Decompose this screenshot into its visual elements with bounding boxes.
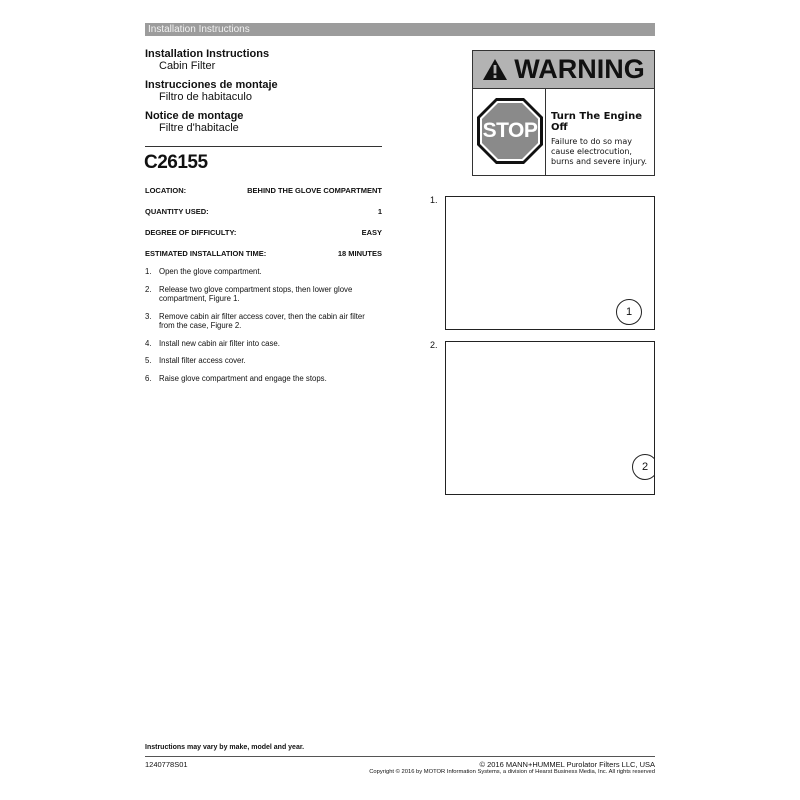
header-bar (145, 23, 655, 36)
step-item (145, 339, 375, 349)
step-item (145, 267, 375, 277)
footer-note: Instructions may vary by make, model and year. (145, 744, 305, 751)
title-main: Notice de montage (145, 110, 244, 122)
copyright-line-2: Copyright © 2016 by MOTOR Information Systems, a division of Hearst Business Media, Inc. All rights reserved (369, 769, 655, 775)
spec-value: 1 (377, 207, 382, 216)
title-sub: Cabin Filter (159, 60, 216, 72)
figure-2-illustration (446, 342, 654, 494)
spec-label: QUANTITY USED: (145, 207, 209, 216)
part-number: C26155 (144, 152, 208, 173)
stop-sign-icon (476, 97, 544, 165)
title-main: Installation Instructions (145, 48, 270, 60)
spec-label: DEGREE OF DIFFICULTY: (145, 228, 237, 237)
step-number: 6. (145, 373, 152, 383)
step-number: 1. (145, 267, 152, 276)
step-text: Install new cabin air filter into case. (159, 338, 280, 348)
step-text: Install filter access cover. (159, 356, 246, 365)
warning-triangle-icon (482, 58, 508, 81)
spec-table (145, 186, 382, 270)
spec-row-quantity (145, 207, 382, 228)
spec-value: BEHIND THE GLOVE COMPARTMENT (247, 186, 382, 195)
spec-value: EASY (361, 228, 382, 237)
step-item (145, 312, 375, 331)
step-number: 5. (145, 356, 152, 365)
title-sub: Filtro de habitaculo (159, 91, 252, 103)
title-group (145, 48, 385, 141)
figure-2-badge: 2 (632, 454, 655, 480)
spec-label: LOCATION: (145, 186, 187, 195)
step-number: 2. (145, 284, 152, 294)
warning-message-block (551, 111, 653, 167)
figure-1 (445, 196, 655, 330)
step-item (145, 374, 375, 384)
step-text: Release two glove compartment stops, then lower glove compartment, Figure 1. (159, 284, 353, 303)
figure-2-label: 2. (430, 340, 438, 350)
copyright-line-1: © 2016 MANN+HUMMEL Purolator Filters LLC, USA (479, 760, 655, 769)
warning-message: Failure to do so may cause electrocution, burns and severe injury. (551, 137, 648, 166)
step-item (145, 285, 375, 304)
warning-divider (545, 89, 546, 176)
stop-sign-label: STOP (482, 119, 538, 142)
warning-box (472, 50, 655, 176)
figure-1-badge: 1 (616, 299, 642, 325)
title-divider (145, 146, 382, 147)
spec-value: 18 MINUTES (337, 249, 382, 258)
step-item (145, 356, 375, 366)
spec-row-location (145, 186, 382, 207)
footer-divider (145, 756, 655, 757)
title-french (145, 110, 385, 134)
spec-label: ESTIMATED INSTALLATION TIME: (145, 249, 267, 258)
warning-body (473, 89, 654, 176)
figure-1-label: 1. (430, 195, 438, 205)
title-main: Instrucciones de montaje (145, 79, 278, 91)
header-bar-text: Installation Instructions (148, 24, 250, 35)
step-text: Open the glove compartment. (159, 267, 262, 276)
title-english (145, 48, 385, 72)
warning-headline: WARNING (514, 54, 645, 84)
document-code: 1240778S01 (145, 760, 188, 769)
step-number: 3. (145, 311, 152, 321)
step-text: Raise glove compartment and engage the stops. (159, 373, 327, 383)
step-text: Remove cabin air filter access cover, then the cabin air filter from the case, Figure 2. (159, 311, 365, 330)
spec-row-difficulty (145, 228, 382, 249)
warning-header (473, 51, 654, 89)
title-spanish (145, 79, 385, 103)
step-list (145, 267, 375, 391)
figure-2 (445, 341, 655, 495)
warning-title: Turn The Engine Off (551, 111, 643, 133)
step-number: 4. (145, 338, 152, 348)
footer-copyright (369, 760, 655, 775)
title-sub: Filtre d'habitacle (159, 122, 239, 134)
